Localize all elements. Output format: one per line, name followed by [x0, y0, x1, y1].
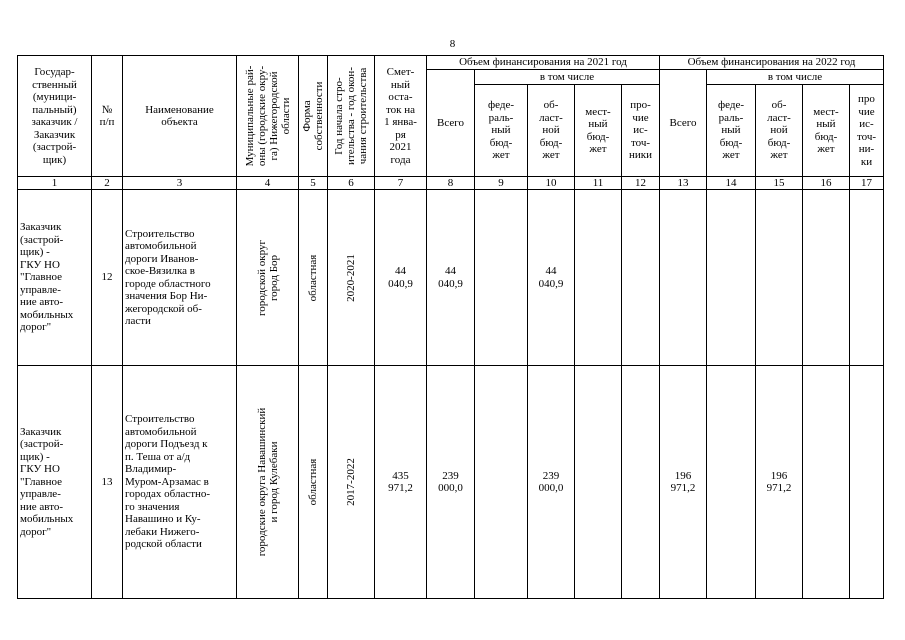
row-customer: Заказчик (застрой- щик) - ГКУ НО "Главное управле- ние авто- мобильных дорог": [18, 366, 92, 599]
header-object-name: Наименование объекта: [123, 56, 237, 177]
row-regional-2022: [756, 190, 803, 366]
column-number: 8: [427, 177, 475, 190]
row-total-2022: [660, 190, 707, 366]
row-other-2021: [622, 190, 660, 366]
column-number: 2: [92, 177, 123, 190]
row-total-2021: 44 040,9: [427, 190, 475, 366]
row-federal-2022: [707, 190, 756, 366]
row-municipality: [237, 190, 299, 366]
column-number: 9: [475, 177, 528, 190]
column-number: 3: [123, 177, 237, 190]
header-federal-2021: феде- раль- ный бюд- жет: [475, 85, 528, 177]
column-number: 13: [660, 177, 707, 190]
page-number: 8: [449, 38, 456, 50]
row-local-2021: [575, 190, 622, 366]
header-funding-2021: Объем финансирования на 2021 год: [427, 56, 660, 70]
row-ownership-text: областная: [307, 458, 319, 506]
row-municipality-text: городской округ город Бор: [255, 239, 280, 316]
table-row: [18, 366, 884, 599]
header-customer: Государ- ственный (муници- пальный) заказчик / Заказчик (застрой- щик): [18, 56, 92, 177]
row-municipality: [237, 366, 299, 599]
column-number: 7: [375, 177, 427, 190]
header-years: [328, 56, 375, 177]
column-number: 16: [803, 177, 850, 190]
row-municipality-text: городские округа Навашинский и город Кулебаки: [255, 407, 280, 557]
header-including-2021: в том числе: [475, 70, 660, 85]
header-num: № п/п: [92, 56, 123, 177]
funding-table: [17, 55, 884, 599]
column-number: 4: [237, 177, 299, 190]
header-years-text: Год начала стро- ительства - год окон- чания строительства: [333, 67, 369, 165]
row-federal-2021: [475, 190, 528, 366]
column-number-row: [18, 177, 884, 190]
row-estimate: 44 040,9: [375, 190, 427, 366]
header-regional-2022: об- ласт- ной бюд- жет: [756, 85, 803, 177]
row-num: 12: [92, 190, 123, 366]
column-number: 10: [528, 177, 575, 190]
row-customer: Заказчик (застрой- щик) - ГКУ НО "Главное управле- ние авто- мобильных дорог": [18, 190, 92, 366]
header-total-2021: Всего: [427, 70, 475, 177]
header-local-2022: мест- ный бюд- жет: [803, 85, 850, 177]
row-ownership: [299, 190, 328, 366]
row-local-2021: [575, 366, 622, 599]
row-local-2022: [803, 190, 850, 366]
row-other-2022: [850, 190, 884, 366]
header-total-2022: Всего: [660, 70, 707, 177]
table-row: [18, 190, 884, 366]
header-ownership: [299, 56, 328, 177]
row-years: [328, 190, 375, 366]
header-funding-2022: Объем финансирования на 2022 год: [660, 56, 884, 70]
column-number: 5: [299, 177, 328, 190]
row-total-2022: 196 971,2: [660, 366, 707, 599]
row-other-2022: [850, 366, 884, 599]
header-municipality: [237, 56, 299, 177]
header-estimate: Смет- ный оста- ток на 1 янва- ря 2021 года: [375, 56, 427, 177]
header-ownership-text: Форма собственности: [301, 81, 325, 151]
row-regional-2021: 239 000,0: [528, 366, 575, 599]
row-object-name: Строительство автомобильной дороги Иванов- ское-Вязилка в городе областного значения Бор Ни- жегородской об- ласти: [123, 190, 237, 366]
column-number: 14: [707, 177, 756, 190]
header-local-2021: мест- ный бюд- жет: [575, 85, 622, 177]
row-ownership-text: областная: [307, 254, 319, 301]
column-number: 15: [756, 177, 803, 190]
column-number: 11: [575, 177, 622, 190]
column-number: 6: [328, 177, 375, 190]
header-other-2021: про- чие ис- точ- ники: [622, 85, 660, 177]
row-federal-2021: [475, 366, 528, 599]
header-other-2022: про чие ис- точ- ни- ки: [850, 85, 884, 177]
row-years: [328, 366, 375, 599]
row-years-text: 2020-2021: [345, 253, 357, 302]
header-including-2022: в том числе: [707, 70, 884, 85]
row-object-name: Строительство автомобильной дороги Подъезд к п. Теша от а/д Владимир- Муром-Арзамас в городах областно- го значения Навашино и Ку- лебаки Нижего- родской области: [123, 366, 237, 599]
column-number: 12: [622, 177, 660, 190]
row-federal-2022: [707, 366, 756, 599]
row-other-2021: [622, 366, 660, 599]
row-ownership: [299, 366, 328, 599]
row-years-text: 2017-2022: [345, 458, 357, 506]
header-federal-2022: феде- раль- ный бюд- жет: [707, 85, 756, 177]
column-number: 1: [18, 177, 92, 190]
row-estimate: 435 971,2: [375, 366, 427, 599]
column-number: 17: [850, 177, 884, 190]
row-regional-2021: 44 040,9: [528, 190, 575, 366]
header-row-1: [18, 56, 884, 70]
header-municipality-text: Муниципальные рай- оны (городские окру- га) Нижегородской области: [243, 65, 292, 167]
row-total-2021: 239 000,0: [427, 366, 475, 599]
row-regional-2022: 196 971,2: [756, 366, 803, 599]
row-local-2022: [803, 366, 850, 599]
row-num: 13: [92, 366, 123, 599]
header-regional-2021: об- ласт- ной бюд- жет: [528, 85, 575, 177]
